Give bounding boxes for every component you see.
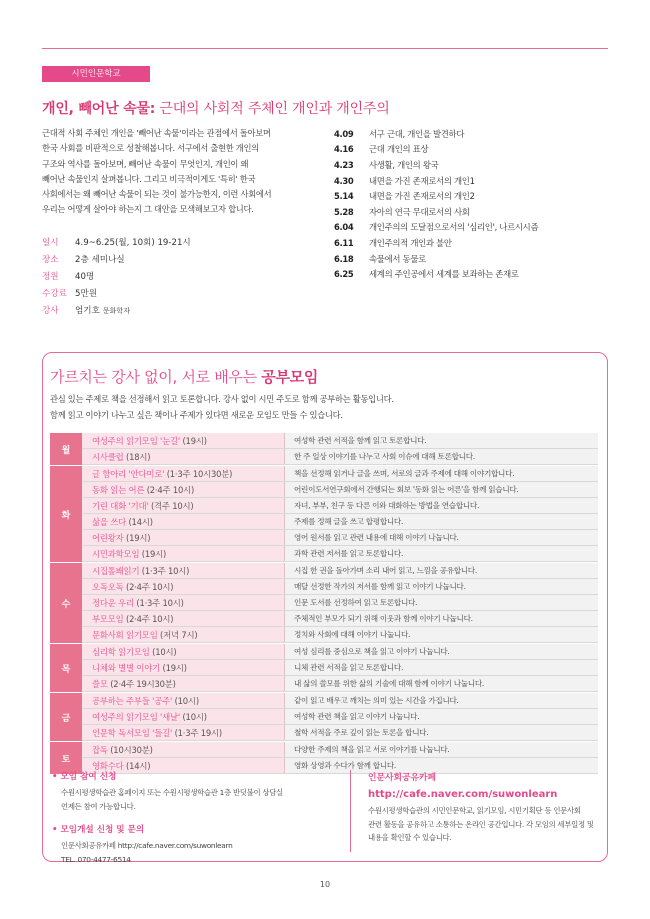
group-time: (14시) [126, 517, 153, 527]
info-value [75, 253, 125, 265]
table-row [82, 466, 598, 482]
info-value-text: 5만원 [75, 288, 98, 299]
group-name: 시사클럽 [92, 452, 124, 462]
group-name-cell [82, 742, 285, 757]
open-text [52, 839, 322, 866]
day-group [50, 562, 598, 643]
table-row [82, 676, 598, 692]
group-name: 시집톺봬읽기 [92, 566, 140, 576]
group-description: 한 주 일상 이야기를 나누고 사회 이슈에 대해 토론합니다. [285, 449, 598, 464]
group-name-cell [82, 449, 285, 464]
group-time: (14시) [123, 761, 151, 771]
group-description: 영화 상영과 수다가 함께 합니다. [285, 758, 598, 773]
group-name: 어린왕자 [92, 533, 124, 543]
info-note: 문화학자 [102, 306, 130, 315]
cafe-text [368, 804, 600, 845]
day-rows [82, 563, 598, 643]
group-name: 여성주의 읽기모임 '새날' [92, 712, 181, 722]
group-time: (1·3주 19시) [172, 728, 222, 738]
group-description: 여성학 관련 서적을 함께 읽고 토론합니다. [285, 433, 598, 448]
schedule-date: 5.28 [334, 206, 354, 217]
group-name: 니체와 별별 이야기 [92, 663, 161, 673]
intro-line: 우리는 어떻게 살아야 하는지 그 대안을 모색해보고자 합니다. [42, 204, 254, 215]
info-value [75, 304, 130, 316]
group-name-cell [82, 725, 285, 740]
group-time: (19시) [139, 549, 167, 559]
group-name: 잡독 [92, 745, 108, 755]
group-name-cell [82, 611, 285, 626]
group-name-cell [82, 579, 285, 594]
group-description: 주제를 정해 글을 쓰고 합평합니다. [285, 514, 598, 529]
lecture-schedule [334, 126, 614, 282]
table-row [82, 579, 598, 595]
schedule-topic: 세계의 주인공에서 세계를 보좌하는 존재로 [369, 269, 519, 280]
group-description: 니체 관련 서적을 읽고 토론합니다. [285, 660, 598, 675]
group-description: 영어 원서를 읽고 관련 내용에 대해 이야기 나눕니다. [285, 530, 598, 545]
group-name-cell [82, 595, 285, 610]
group-name: 여성주의 읽기모임 '눈길' [92, 436, 181, 446]
group-description: 시집 한 권을 돌아가며 소리 내어 읽고, 느낌을 공유합니다. [285, 563, 598, 578]
table-row [82, 514, 598, 530]
group-time: (1·3주 10시30분) [164, 469, 233, 479]
cafe-url-link[interactable]: http://cafe.naver.com/suwonlearn [368, 789, 558, 800]
table-row [82, 546, 598, 562]
group-description: 내 삶의 쓸모를 위한 삶의 기술에 대해 함께 이야기 나눕니다. [285, 676, 598, 691]
day-rows [82, 693, 598, 741]
study-title-prefix: 가르치는 강사 없이, 서로 배우는 [50, 368, 262, 386]
schedule-row [334, 142, 614, 158]
group-time: (2·4주 19시30분) [107, 679, 176, 689]
cafe-line: 관련 활동을 공유하고 소통하는 온라인 공간입니다. 각 모임의 세부일정 및 [368, 819, 594, 829]
group-name: 쓸모 [92, 679, 108, 689]
group-name: 시민과학모임 [92, 549, 140, 559]
schedule-date: 4.16 [334, 144, 354, 155]
schedule-date: 6.04 [334, 222, 354, 233]
group-description: 책을 선정해 읽거나 글을 쓰며, 서로의 글과 주제에 대해 이야기합니다. [285, 466, 598, 481]
group-name-cell [82, 466, 285, 481]
day-label: 목 [50, 644, 82, 692]
info-value [75, 287, 97, 299]
footer-right [368, 770, 600, 845]
group-description: 정치와 사회에 대해 이야기 나눕니다. [285, 627, 598, 642]
group-name-cell [82, 482, 285, 497]
join-line: 언제든 참여 가능합니다. [61, 801, 136, 811]
info-row [42, 267, 302, 284]
open-line: TEL. 070-4477-6514 [61, 854, 131, 864]
table-row [82, 530, 598, 546]
group-description: 인문 도서를 선정하여 읽고 토론합니다. [285, 595, 598, 610]
cafe-line: 내용을 확인할 수 있습니다. [368, 833, 452, 842]
footer-divider [350, 770, 351, 852]
study-title [50, 366, 318, 387]
group-name-cell [82, 644, 285, 659]
group-description: 주체적인 부모가 되기 위해 이웃과 함께 이야기 나눕니다. [285, 611, 598, 626]
schedule-row [334, 173, 614, 189]
group-time: (격주 10시) [148, 501, 194, 511]
schedule-topic: 서구 근대, 개인을 발견하다 [369, 128, 465, 139]
open-line: 인문사회공유카페 http://cafe.naver.com/suwonlearn [61, 841, 233, 850]
join-text [52, 786, 322, 813]
day-group [50, 643, 598, 692]
schedule-row [334, 157, 614, 173]
table-row [82, 595, 598, 611]
group-time: (2·4주 10시) [123, 582, 174, 592]
group-name: 영화수다 [92, 761, 124, 771]
intro-line: 구조와 역사를 돌아보며, 빼어난 속물이 무엇인지, 개인이 왜 [42, 158, 249, 169]
group-name-cell [82, 563, 285, 578]
group-time: (19시) [123, 533, 151, 543]
group-name-cell [82, 627, 285, 642]
group-name: 동화 읽는 어른 [92, 485, 145, 495]
study-description [50, 392, 590, 423]
group-name: 문화사회 읽기모임 [92, 630, 158, 640]
table-row [82, 498, 598, 514]
study-group-table [50, 432, 598, 774]
intro-line: 빼어난 속물인지 살펴봅니다. 그리고 비극적이게도 '특히' 한국 [42, 173, 256, 184]
schedule-row [334, 126, 614, 142]
group-description: 과학 관련 저서를 읽고 토론합니다. [285, 546, 598, 561]
day-label: 토 [50, 742, 82, 774]
info-value-text: 엄기호 [75, 305, 100, 316]
join-line: 수원시평생학습관 홈페이지 또는 수원시평생학습관 1층 반딧불이 상담실 [61, 788, 283, 797]
page-number: 10 [319, 880, 331, 889]
day-label: 수 [50, 563, 82, 643]
cafe-line: 수원시평생학습관의 시민인문학교, 읽기모임, 시민기획단 등 인문사회 [368, 806, 581, 815]
group-name: 정다운 우리 [92, 598, 134, 608]
group-name-cell [82, 498, 285, 513]
course-info [42, 233, 302, 318]
day-rows [82, 644, 598, 692]
schedule-date: 4.30 [334, 175, 354, 186]
day-rows [82, 433, 598, 465]
group-time: (10시) [149, 647, 177, 657]
info-label: 수강료 [42, 288, 67, 299]
top-rule [42, 48, 608, 49]
group-description: 철학 서적을 주로 깊이 읽는 토론을 합니다. [285, 725, 598, 740]
schedule-topic: 내면을 가진 존재로서의 개인1 [369, 175, 475, 186]
schedule-topic: 내면을 가진 존재로서의 개인2 [369, 191, 475, 202]
info-value-text: 40명 [75, 271, 95, 282]
group-name: 인문학 독서모임 '들길' [92, 728, 173, 738]
info-label: 강사 [42, 305, 59, 316]
group-description: 다양한 주제의 책을 읽고 서로 이야기를 나눕니다. [285, 742, 598, 757]
study-title-bold: 공부모임 [261, 368, 319, 386]
group-description: 같이 읽고 배우고 깨치는 의미 있는 시간을 가집니다. [285, 693, 598, 708]
schedule-topic: 속물에서 동물로 [369, 253, 426, 264]
title-highlight: 개인, 빼어난 속물: [42, 101, 156, 117]
schedule-date: 4.23 [334, 159, 354, 170]
info-row [42, 284, 302, 301]
group-name: 오독오독 [92, 582, 124, 592]
info-label: 일시 [42, 237, 59, 248]
intro-line: 사회에서는 왜 빼어난 속물이 되는 것이 불가능한지, 이런 사회에서 [42, 189, 272, 200]
table-row [82, 725, 598, 741]
group-time: (1·3주 10시) [139, 566, 190, 576]
schedule-row [334, 204, 614, 220]
info-value [75, 236, 191, 248]
schedule-row [334, 251, 614, 267]
section-tag: 시민인문학교 [42, 66, 150, 82]
table-row [82, 693, 598, 709]
info-label: 정원 [42, 271, 59, 282]
intro-line: 근대적 사회 주체인 개인을 '빼어난 속물'이라는 관점에서 돌아보며 [42, 128, 271, 138]
schedule-date: 6.11 [334, 237, 354, 248]
info-row [42, 233, 302, 250]
day-label: 월 [50, 433, 82, 465]
group-name: 글 함아리 '안다미로' [92, 469, 165, 479]
schedule-topic: 개인주의의 도달점으로서의 '심리인', 나르시시즘 [369, 222, 539, 233]
schedule-row [334, 188, 614, 204]
group-name-cell [82, 709, 285, 724]
group-name-cell [82, 693, 285, 708]
day-label: 화 [50, 466, 82, 562]
schedule-date: 6.18 [334, 253, 354, 264]
intro-text [42, 126, 314, 218]
group-time: (19시) [180, 436, 207, 446]
table-row [82, 611, 598, 627]
title-rest: 근대의 사회적 주체인 개인과 개인주의 [155, 101, 390, 117]
group-name: 삶을 쓰다 [92, 517, 127, 527]
table-row [82, 709, 598, 725]
group-time: (2·4주 10시) [123, 614, 174, 624]
info-label: 장소 [42, 254, 59, 265]
schedule-date: 4.09 [334, 128, 354, 139]
info-row [42, 301, 302, 318]
info-value-text: 2층 세미나실 [75, 254, 125, 265]
group-time: (18시) [123, 452, 151, 462]
schedule-row [334, 235, 614, 251]
group-name-cell [82, 514, 285, 529]
table-row [82, 482, 598, 498]
intro-line: 한국 사회를 비판적으로 성찰해봅니다. 서구에서 출현한 개인의 [42, 143, 259, 154]
schedule-row [334, 220, 614, 236]
table-row [82, 742, 598, 758]
table-row [82, 563, 598, 579]
group-description: 자녀, 부부, 친구 등 다른 이와 대화하는 방법을 연습합니다. [285, 498, 598, 513]
day-label: 금 [50, 693, 82, 741]
group-time: (19시) [160, 663, 187, 673]
group-name: 심리학 읽기모임 [92, 647, 150, 657]
group-name: 공부하는 주부들 '공주' [92, 696, 173, 706]
schedule-topic: 근대 개인의 표상 [369, 144, 429, 155]
group-description: 어린이도서연구회에서 간행되는 회보 '동화 읽는 어른'을 함께 읽습니다. [285, 482, 598, 497]
info-value-text: 4.9~6.25(월, 10회) 19-21시 [75, 237, 191, 248]
info-row [42, 250, 302, 267]
table-row [82, 644, 598, 660]
table-row [82, 449, 598, 465]
schedule-topic: 자아의 연극 무대로서의 사회 [369, 206, 470, 217]
group-time: (2·4주 10시) [144, 485, 195, 495]
group-time: (10시30분) [107, 745, 153, 755]
group-description: 여성 심리를 중심으로 책을 읽고 이야기 나눕니다. [285, 644, 598, 659]
info-value [75, 270, 94, 282]
group-description: 여성학 관련 책을 읽고 이야기 나눕니다. [285, 709, 598, 724]
schedule-date: 6.25 [334, 269, 354, 280]
day-group [50, 692, 598, 741]
group-name: 부모모임 [92, 614, 124, 624]
schedule-topic: 사생활, 개인의 왕국 [369, 159, 439, 170]
group-name-cell [82, 530, 285, 545]
footer-left [52, 770, 322, 866]
table-row [82, 433, 598, 449]
group-time: (10시) [180, 712, 207, 722]
join-title: • 모임 참여 신청 [52, 770, 322, 782]
study-desc-line: 관심 있는 주제로 책을 선정해서 읽고 토론합니다. 강사 없이 시민 주도로 함께 공부하는 활동입니다. [50, 394, 394, 404]
group-name-cell [82, 433, 285, 448]
cafe-title: 인문사회공유카페 [368, 773, 436, 783]
day-group [50, 465, 598, 562]
group-time: (1·3주 10시) [133, 598, 184, 608]
schedule-topic: 개인주의적 개인과 불안 [369, 237, 452, 248]
schedule-date: 5.14 [334, 191, 354, 202]
table-row [82, 627, 598, 643]
group-name: 기린 대화 '기대' [92, 501, 149, 511]
page-title [42, 98, 390, 118]
group-time: (10시) [172, 696, 199, 706]
day-group [50, 432, 598, 465]
schedule-row [334, 266, 614, 282]
open-title: • 모임개설 신청 및 문의 [52, 823, 322, 835]
group-name-cell [82, 660, 285, 675]
group-name-cell [82, 546, 285, 561]
table-row [82, 660, 598, 676]
day-rows [82, 466, 598, 562]
group-name-cell [82, 676, 285, 691]
study-desc-line: 함께 읽고 이야기 나누고 싶은 책이나 주제가 있다면 새로운 모임도 만들 수 있습니다. [50, 409, 343, 420]
group-description: 매달 선정한 작가의 저서를 함께 읽고 이야기 나눕니다. [285, 579, 598, 594]
group-time: (저녁 7시) [157, 630, 198, 640]
